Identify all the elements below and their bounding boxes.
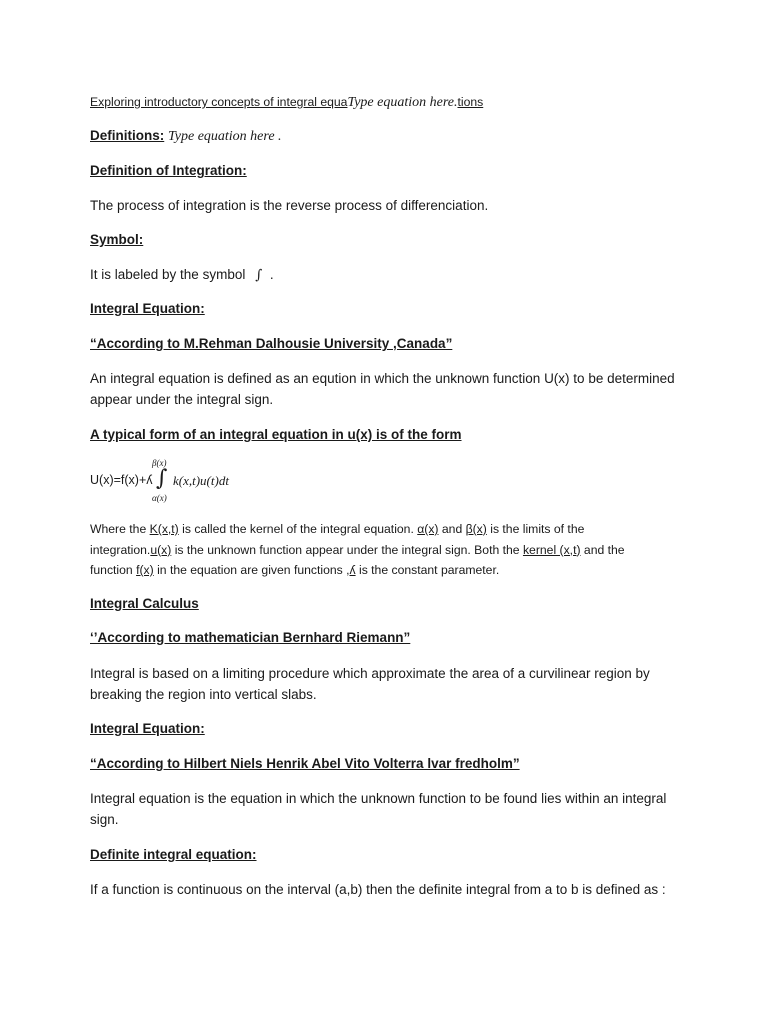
definitions-line: Definitions: Type equation here . (90, 128, 282, 144)
integral-calculus-heading: Integral Calculus (90, 596, 199, 611)
where-text-8: function (90, 563, 137, 577)
formula-integral-sign: ∫ (156, 466, 168, 491)
formula-lhs: U(x)=f(x)+ʎ (90, 473, 153, 487)
integral-symbol: ∫ (255, 267, 263, 283)
typical-form-heading: A typical form of an integral equation in u(x) is of the form (90, 427, 462, 442)
where-text-9: in the equation are given functions , (153, 563, 350, 577)
where-text-5: integration. (90, 542, 151, 557)
title-suffix: tions (457, 95, 484, 109)
document-title (90, 92, 483, 113)
where-text-10: is the constant parameter. (355, 563, 500, 577)
where-text-4: is the limits of the (486, 522, 585, 536)
title-dot: . (453, 95, 458, 110)
integral-equation-formula (90, 456, 350, 506)
integral-equation-heading-2: Integral Equation: (90, 721, 205, 736)
where-text-3: and (438, 522, 466, 536)
integral-calculus-text: Integral is based on a limiting procedure which approximate the area of a curvilinear region by breaking the region into vertical slabs. (90, 666, 650, 702)
integral-calculus-quote: ‘’According to mathematician Bernhard Riemann” (90, 630, 411, 645)
definition-of-integration-heading: Definition of Integration: (90, 163, 247, 178)
where-text-2: is called the kernel of the integral equation. (178, 522, 418, 536)
where-text-1: Where the (90, 522, 150, 536)
formula-lower-limit: α(x) (152, 493, 167, 503)
kernel-explanation (90, 519, 690, 581)
definitions-label: Definitions: (90, 128, 165, 143)
integral-equation-heading-1: Integral Equation: (90, 301, 205, 316)
definition-of-integration-text: The process of integration is the reverse process of differenciation. (90, 198, 489, 213)
definite-integral-text: If a function is continuous on the interval (a,b) then the definite integral from a to b is defined as : (90, 882, 666, 897)
integral-equation-definition-1: An integral equation is defined as an eqution in which the unknown function U(x) to be determined appear under the integral sign. (90, 371, 675, 407)
beta-x: β(x) (465, 522, 487, 536)
definitions-equation-placeholder[interactable]: Type equation here (168, 129, 275, 144)
lambda-symbol: ʎ (349, 563, 356, 577)
kernel-kxt: K(x,t) (149, 522, 179, 536)
where-text-7: and the (580, 542, 625, 557)
symbol-line (90, 265, 274, 285)
symbol-text: It is labeled by the symbol (90, 267, 246, 282)
symbol-heading: Symbol: (90, 232, 144, 247)
formula-upper-limit: β(x) (152, 458, 167, 468)
integral-equation-quote-2: “According to Hilbert Niels Henrik Abel Vito Volterra lvar fredholm” (90, 756, 520, 771)
symbol-end: . (269, 267, 274, 282)
definite-integral-heading: Definite integral equation: (90, 847, 257, 862)
title-prefix: Exploring introductory concepts of integral equa (90, 95, 348, 109)
where-text-6: is the unknown function appear under the integral sign. Both the (171, 542, 523, 557)
kernel-xt: kernel (x,t) (522, 542, 581, 557)
alpha-x: α(x) (417, 522, 439, 536)
integral-equation-definition-2: Integral equation is the equation in which the unknown function to be found lies within an integral sign. (90, 791, 667, 827)
f-x: f(x) (136, 563, 154, 577)
title-equation-placeholder[interactable]: Type equation here (347, 95, 454, 110)
formula-integrand: k(x,t)u(t)dt (173, 473, 229, 488)
u-x: u(x) (150, 542, 172, 557)
integral-equation-quote-1: “According to M.Rehman Dalhousie University ,Canada” (90, 336, 453, 351)
